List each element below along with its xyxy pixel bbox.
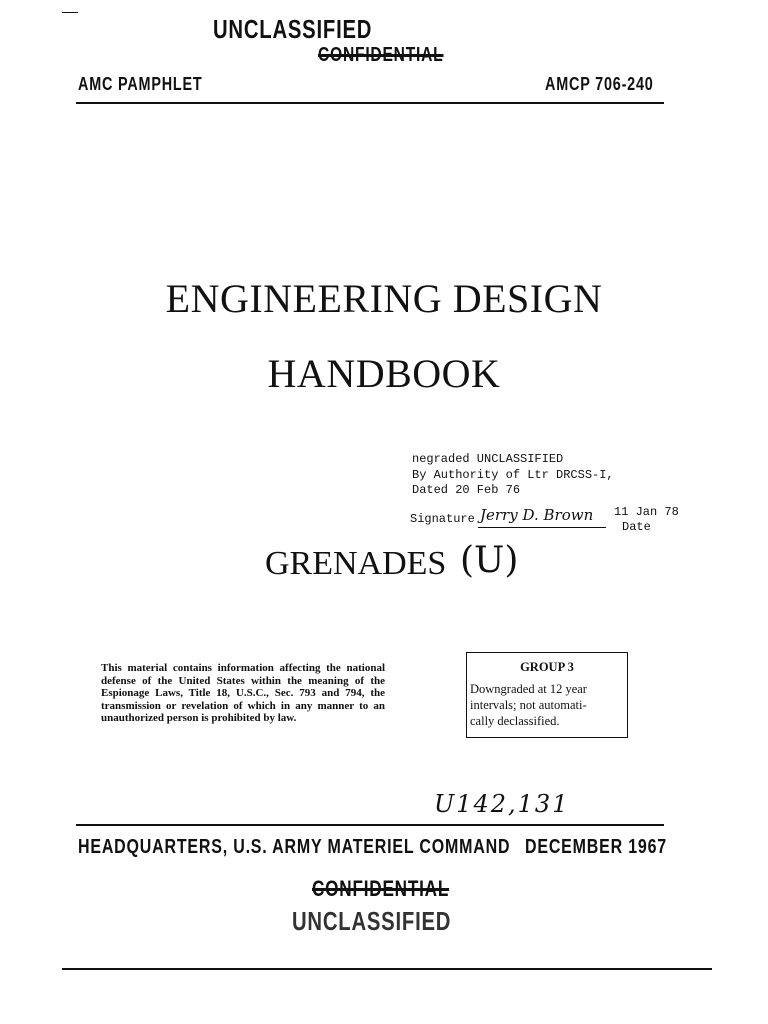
downgrade-group-box (466, 652, 628, 738)
page-title-line-2: HANDBOOK (267, 351, 501, 396)
group-heading: GROUP 3 (520, 660, 574, 674)
bottom-rule (62, 968, 712, 970)
signature: Jerry D. Brown (480, 506, 594, 524)
unclassified-stamp-top: UNCLASSIFIED (213, 14, 373, 44)
headquarters-label: HEADQUARTERS, U.S. ARMY MATERIEL COMMAND (78, 836, 511, 858)
espionage-warning: This material contains information affecting the national defense of the United States within the meaning of the Espionage Laws, Title 18, U.S.C., Sec. 793 and 794, the transmission or revelation of which in any manner to an unauthorized person is prohibited by law. (101, 662, 385, 724)
unclassified-stamp-bottom: UNCLASSIFIED (292, 906, 452, 936)
regrade-line-3: Dated 20 Feb 76 (412, 483, 521, 497)
classification-mark: (U) (460, 540, 519, 581)
confidential-stamp-struck-top: CONFIDENTIAL (318, 44, 444, 66)
regrade-line-2: By Authority of Ltr DRCSS-I, (412, 468, 614, 482)
footer-rule (76, 824, 664, 826)
pamphlet-label: AMC PAMPHLET (78, 74, 203, 94)
group-line-2: intervals; not automati- (470, 698, 587, 712)
group-line-3: cally declassified. (470, 714, 560, 728)
handwritten-accession-number: U142,131 (434, 790, 570, 818)
pamphlet-number: AMCP 706-240 (545, 74, 654, 94)
document-subtitle: GRENADES (265, 545, 447, 582)
regrade-date-value: 11 Jan 78 (614, 505, 679, 519)
publication-date: DECEMBER 1967 (525, 836, 668, 858)
signature-label: Signature (410, 512, 475, 526)
regrade-date-label: Date (622, 520, 651, 534)
page-title-line-1: ENGINEERING DESIGN (165, 276, 603, 321)
regrade-line-1: negraded UNCLASSIFIED (412, 452, 564, 466)
signature-line (478, 527, 606, 528)
group-line-1: Downgraded at 12 year (470, 682, 587, 696)
corner-mark (62, 12, 78, 13)
confidential-stamp-struck-bottom: CONFIDENTIAL (312, 876, 450, 901)
header-rule (76, 102, 664, 104)
